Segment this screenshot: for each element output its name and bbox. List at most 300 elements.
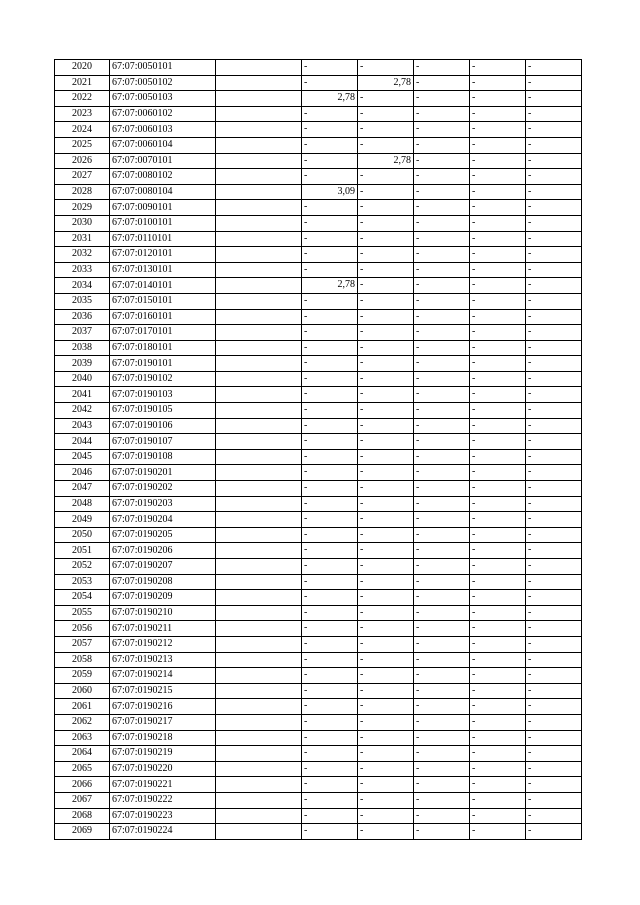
dash-value: - <box>304 637 308 649</box>
table-row <box>55 824 582 840</box>
dash-value: - <box>360 809 364 821</box>
value-cell <box>302 449 358 465</box>
dash-value: - <box>304 669 308 681</box>
dash-value: - <box>304 76 308 88</box>
empty-cell <box>216 278 302 294</box>
value-cell <box>302 481 358 497</box>
value-cell <box>302 278 358 294</box>
table-row <box>55 434 582 450</box>
dash-value: - <box>528 154 532 166</box>
row-number-cell: 2036 <box>55 309 110 325</box>
dash-value: - <box>304 404 308 416</box>
cadastral-code-cell: 67:07:0190201 <box>110 465 216 481</box>
table-row <box>55 293 582 309</box>
dash-value: - <box>304 715 308 727</box>
value-cell <box>358 449 414 465</box>
value-cell <box>470 387 526 403</box>
value-cell <box>302 824 358 840</box>
dash-value: - <box>360 825 364 837</box>
value-cell <box>470 278 526 294</box>
table-row <box>55 200 582 216</box>
value-cell <box>358 652 414 668</box>
dash-value: - <box>360 185 364 197</box>
value-cell <box>358 106 414 122</box>
value-cell <box>358 792 414 808</box>
value-cell <box>470 792 526 808</box>
dash-value: - <box>472 715 476 727</box>
value-cell <box>302 403 358 419</box>
dash-value: - <box>416 575 420 587</box>
value-cell <box>302 434 358 450</box>
dash-value: - <box>416 653 420 665</box>
dash-value: - <box>360 793 364 805</box>
cadastral-code-cell: 67:07:0050102 <box>110 75 216 91</box>
dash-value: - <box>472 497 476 509</box>
value-cell <box>526 278 582 294</box>
dash-value: - <box>360 372 364 384</box>
value-cell <box>302 200 358 216</box>
dash-value: - <box>528 684 532 696</box>
value-cell <box>470 153 526 169</box>
dash-value: - <box>472 466 476 478</box>
value-cell <box>358 184 414 200</box>
cadastral-code-cell: 67:07:0060104 <box>110 137 216 153</box>
value-cell <box>526 730 582 746</box>
table-row <box>55 340 582 356</box>
value-cell <box>302 169 358 185</box>
dash-value: - <box>416 404 420 416</box>
value-cell <box>358 137 414 153</box>
value-cell <box>302 714 358 730</box>
row-number-cell: 2032 <box>55 247 110 263</box>
dash-value: - <box>528 372 532 384</box>
dash-value: - <box>304 138 308 150</box>
row-number-cell: 2058 <box>55 652 110 668</box>
cadastral-code-cell: 67:07:0190215 <box>110 683 216 699</box>
dash-value: - <box>304 653 308 665</box>
cadastral-code-cell: 67:07:0190105 <box>110 403 216 419</box>
dash-value: - <box>528 762 532 774</box>
dash-value: - <box>360 497 364 509</box>
value-cell <box>470 403 526 419</box>
value-cell <box>470 543 526 559</box>
dash-value: - <box>416 61 420 72</box>
table-row <box>55 683 582 699</box>
value-cell <box>526 75 582 91</box>
numeric-value: 2,78 <box>337 279 355 291</box>
dash-value: - <box>360 107 364 119</box>
empty-cell <box>216 169 302 185</box>
dash-value: - <box>416 637 420 649</box>
dash-value: - <box>472 778 476 790</box>
table-row <box>55 418 582 434</box>
dash-value: - <box>416 513 420 525</box>
row-number-cell: 2034 <box>55 278 110 294</box>
empty-cell <box>216 761 302 777</box>
table-row <box>55 590 582 606</box>
dash-value: - <box>304 497 308 509</box>
dash-value: - <box>416 731 420 743</box>
value-cell <box>470 60 526 76</box>
empty-cell <box>216 434 302 450</box>
table-row <box>55 169 582 185</box>
value-cell <box>470 200 526 216</box>
dash-value: - <box>416 76 420 88</box>
cadastral-code-cell: 67:07:0190210 <box>110 605 216 621</box>
value-cell <box>302 60 358 76</box>
value-cell <box>526 746 582 762</box>
table-row <box>55 527 582 543</box>
value-cell <box>470 371 526 387</box>
dash-value: - <box>528 450 532 462</box>
dash-value: - <box>528 170 532 182</box>
dash-value: - <box>472 61 476 72</box>
dash-value: - <box>304 216 308 228</box>
value-cell <box>526 371 582 387</box>
table-row <box>55 356 582 372</box>
dash-value: - <box>360 637 364 649</box>
dash-value: - <box>528 76 532 88</box>
value-cell <box>470 808 526 824</box>
cadastral-code-cell: 67:07:0190208 <box>110 574 216 590</box>
value-cell <box>414 247 470 263</box>
dash-value: - <box>472 575 476 587</box>
dash-value: - <box>304 263 308 275</box>
value-cell <box>470 777 526 793</box>
value-cell <box>358 434 414 450</box>
empty-cell <box>216 371 302 387</box>
dash-value: - <box>472 201 476 213</box>
value-cell <box>470 309 526 325</box>
value-cell <box>414 699 470 715</box>
empty-cell <box>216 309 302 325</box>
dash-value: - <box>472 747 476 759</box>
dash-value: - <box>472 450 476 462</box>
value-cell <box>302 527 358 543</box>
row-number-cell: 2067 <box>55 792 110 808</box>
dash-value: - <box>472 653 476 665</box>
cadastral-code-cell: 67:07:0130101 <box>110 262 216 278</box>
dash-value: - <box>416 92 420 104</box>
empty-cell <box>216 75 302 91</box>
value-cell <box>470 184 526 200</box>
dash-value: - <box>416 372 420 384</box>
value-cell <box>414 122 470 138</box>
value-cell <box>302 293 358 309</box>
value-cell <box>526 293 582 309</box>
dash-value: - <box>416 435 420 447</box>
value-cell <box>414 621 470 637</box>
row-number-cell: 2033 <box>55 262 110 278</box>
empty-cell <box>216 122 302 138</box>
value-cell <box>358 169 414 185</box>
table-row <box>55 652 582 668</box>
table-row <box>55 60 582 76</box>
table-body <box>55 60 582 840</box>
value-cell <box>302 777 358 793</box>
empty-cell <box>216 605 302 621</box>
dash-value: - <box>528 123 532 135</box>
dash-value: - <box>360 388 364 400</box>
dash-value: - <box>304 809 308 821</box>
value-cell <box>470 699 526 715</box>
value-cell <box>414 824 470 840</box>
dash-value: - <box>528 606 532 618</box>
value-cell <box>526 543 582 559</box>
dash-value: - <box>304 825 308 837</box>
value-cell <box>358 590 414 606</box>
value-cell <box>414 808 470 824</box>
value-cell <box>414 481 470 497</box>
dash-value: - <box>472 138 476 150</box>
dash-value: - <box>528 778 532 790</box>
table-row <box>55 730 582 746</box>
value-cell <box>414 200 470 216</box>
table-row <box>55 122 582 138</box>
dash-value: - <box>360 591 364 603</box>
value-cell <box>526 808 582 824</box>
value-cell <box>302 574 358 590</box>
value-cell <box>470 137 526 153</box>
empty-cell <box>216 356 302 372</box>
row-number-cell: 2050 <box>55 527 110 543</box>
value-cell <box>358 730 414 746</box>
dash-value: - <box>472 700 476 712</box>
value-cell <box>358 122 414 138</box>
row-number-cell: 2063 <box>55 730 110 746</box>
dash-value: - <box>528 809 532 821</box>
dash-value: - <box>472 310 476 322</box>
dash-value: - <box>304 294 308 306</box>
value-cell <box>358 683 414 699</box>
dash-value: - <box>304 606 308 618</box>
dash-value: - <box>528 326 532 338</box>
value-cell <box>414 60 470 76</box>
value-cell <box>414 543 470 559</box>
row-number-cell: 2047 <box>55 481 110 497</box>
dash-value: - <box>528 622 532 634</box>
value-cell <box>470 340 526 356</box>
dash-value: - <box>360 201 364 213</box>
value-cell <box>414 465 470 481</box>
value-cell <box>414 371 470 387</box>
value-cell <box>302 184 358 200</box>
cadastral-code-cell: 67:07:0190217 <box>110 714 216 730</box>
value-cell <box>470 746 526 762</box>
value-cell <box>358 75 414 91</box>
dash-value: - <box>416 700 420 712</box>
value-cell <box>470 75 526 91</box>
dash-value: - <box>304 310 308 322</box>
dash-value: - <box>416 216 420 228</box>
cadastral-code-cell: 67:07:0190212 <box>110 636 216 652</box>
dash-value: - <box>528 466 532 478</box>
cadastral-code-cell: 67:07:0190216 <box>110 699 216 715</box>
cadastral-code-cell: 67:07:0190220 <box>110 761 216 777</box>
cadastral-code-cell: 67:07:0120101 <box>110 247 216 263</box>
value-cell <box>526 200 582 216</box>
dash-value: - <box>416 482 420 494</box>
empty-cell <box>216 808 302 824</box>
dash-value: - <box>360 715 364 727</box>
numeric-value: 2,78 <box>393 154 411 166</box>
table-row <box>55 496 582 512</box>
empty-cell <box>216 153 302 169</box>
value-cell <box>358 262 414 278</box>
row-number-cell: 2061 <box>55 699 110 715</box>
dash-value: - <box>304 201 308 213</box>
row-number-cell: 2029 <box>55 200 110 216</box>
dash-value: - <box>528 825 532 837</box>
dash-value: - <box>416 715 420 727</box>
row-number-cell: 2039 <box>55 356 110 372</box>
table-row <box>55 465 582 481</box>
dash-value: - <box>360 248 364 260</box>
dash-value: - <box>360 92 364 104</box>
dash-value: - <box>360 482 364 494</box>
value-cell <box>358 387 414 403</box>
cadastral-code-cell: 67:07:0190202 <box>110 481 216 497</box>
dash-value: - <box>304 341 308 353</box>
dash-value: - <box>472 263 476 275</box>
value-cell <box>526 590 582 606</box>
dash-value: - <box>472 591 476 603</box>
value-cell <box>414 293 470 309</box>
dash-value: - <box>304 482 308 494</box>
dash-value: - <box>360 123 364 135</box>
cadastral-code-cell: 67:07:0190224 <box>110 824 216 840</box>
empty-cell <box>216 621 302 637</box>
dash-value: - <box>416 357 420 369</box>
value-cell <box>526 434 582 450</box>
cadastral-code-cell: 67:07:0190102 <box>110 371 216 387</box>
empty-cell <box>216 247 302 263</box>
value-cell <box>358 371 414 387</box>
row-number-cell: 2025 <box>55 137 110 153</box>
cadastral-code-cell: 67:07:0190101 <box>110 356 216 372</box>
value-cell <box>302 636 358 652</box>
dash-value: - <box>472 622 476 634</box>
dash-value: - <box>472 606 476 618</box>
dash-value: - <box>528 528 532 540</box>
dash-value: - <box>528 747 532 759</box>
value-cell <box>358 403 414 419</box>
row-number-cell: 2064 <box>55 746 110 762</box>
value-cell <box>470 449 526 465</box>
dash-value: - <box>528 513 532 525</box>
cadastral-code-cell: 67:07:0060102 <box>110 106 216 122</box>
value-cell <box>302 106 358 122</box>
row-number-cell: 2051 <box>55 543 110 559</box>
dash-value: - <box>360 232 364 244</box>
cadastral-code-cell: 67:07:0190223 <box>110 808 216 824</box>
dash-value: - <box>472 154 476 166</box>
value-cell <box>470 668 526 684</box>
empty-cell <box>216 184 302 200</box>
dash-value: - <box>472 341 476 353</box>
row-number-cell: 2048 <box>55 496 110 512</box>
value-cell <box>358 200 414 216</box>
dash-value: - <box>528 388 532 400</box>
value-cell <box>358 231 414 247</box>
dash-value: - <box>360 544 364 556</box>
table-row <box>55 449 582 465</box>
dash-value: - <box>360 575 364 587</box>
value-cell <box>414 153 470 169</box>
value-cell <box>414 309 470 325</box>
dash-value: - <box>416 606 420 618</box>
value-cell <box>358 91 414 107</box>
dash-value: - <box>304 123 308 135</box>
row-number-cell: 2046 <box>55 465 110 481</box>
value-cell <box>526 668 582 684</box>
value-cell <box>526 559 582 575</box>
value-cell <box>526 387 582 403</box>
cadastral-code-cell: 67:07:0110101 <box>110 231 216 247</box>
dash-value: - <box>360 606 364 618</box>
dash-value: - <box>360 747 364 759</box>
table-row <box>55 792 582 808</box>
dash-value: - <box>528 404 532 416</box>
value-cell <box>526 91 582 107</box>
value-cell <box>414 325 470 341</box>
table-row <box>55 636 582 652</box>
table-row <box>55 746 582 762</box>
dash-value: - <box>304 731 308 743</box>
empty-cell <box>216 652 302 668</box>
value-cell <box>470 465 526 481</box>
value-cell <box>470 325 526 341</box>
dash-value: - <box>472 372 476 384</box>
value-cell <box>414 231 470 247</box>
value-cell <box>414 106 470 122</box>
value-cell <box>302 247 358 263</box>
numeric-value: 2,78 <box>337 92 355 104</box>
row-number-cell: 2031 <box>55 231 110 247</box>
value-cell <box>526 309 582 325</box>
dash-value: - <box>528 793 532 805</box>
dash-value: - <box>472 388 476 400</box>
dash-value: - <box>416 762 420 774</box>
dash-value: - <box>304 107 308 119</box>
value-cell <box>414 605 470 621</box>
value-cell <box>414 590 470 606</box>
dash-value: - <box>416 560 420 571</box>
value-cell <box>526 403 582 419</box>
value-cell <box>302 356 358 372</box>
value-cell <box>358 496 414 512</box>
row-number-cell: 2062 <box>55 714 110 730</box>
cadastral-code-cell: 67:07:0170101 <box>110 325 216 341</box>
dash-value: - <box>360 263 364 275</box>
value-cell <box>414 792 470 808</box>
dash-value: - <box>360 700 364 712</box>
data-table <box>54 59 582 840</box>
value-cell <box>470 683 526 699</box>
dash-value: - <box>416 123 420 135</box>
value-cell <box>526 122 582 138</box>
value-cell <box>470 559 526 575</box>
value-cell <box>414 777 470 793</box>
row-number-cell: 2023 <box>55 106 110 122</box>
empty-cell <box>216 543 302 559</box>
table-row <box>55 621 582 637</box>
cadastral-code-cell: 67:07:0190213 <box>110 652 216 668</box>
value-cell <box>470 247 526 263</box>
value-cell <box>414 714 470 730</box>
dash-value: - <box>472 357 476 369</box>
value-cell <box>358 808 414 824</box>
